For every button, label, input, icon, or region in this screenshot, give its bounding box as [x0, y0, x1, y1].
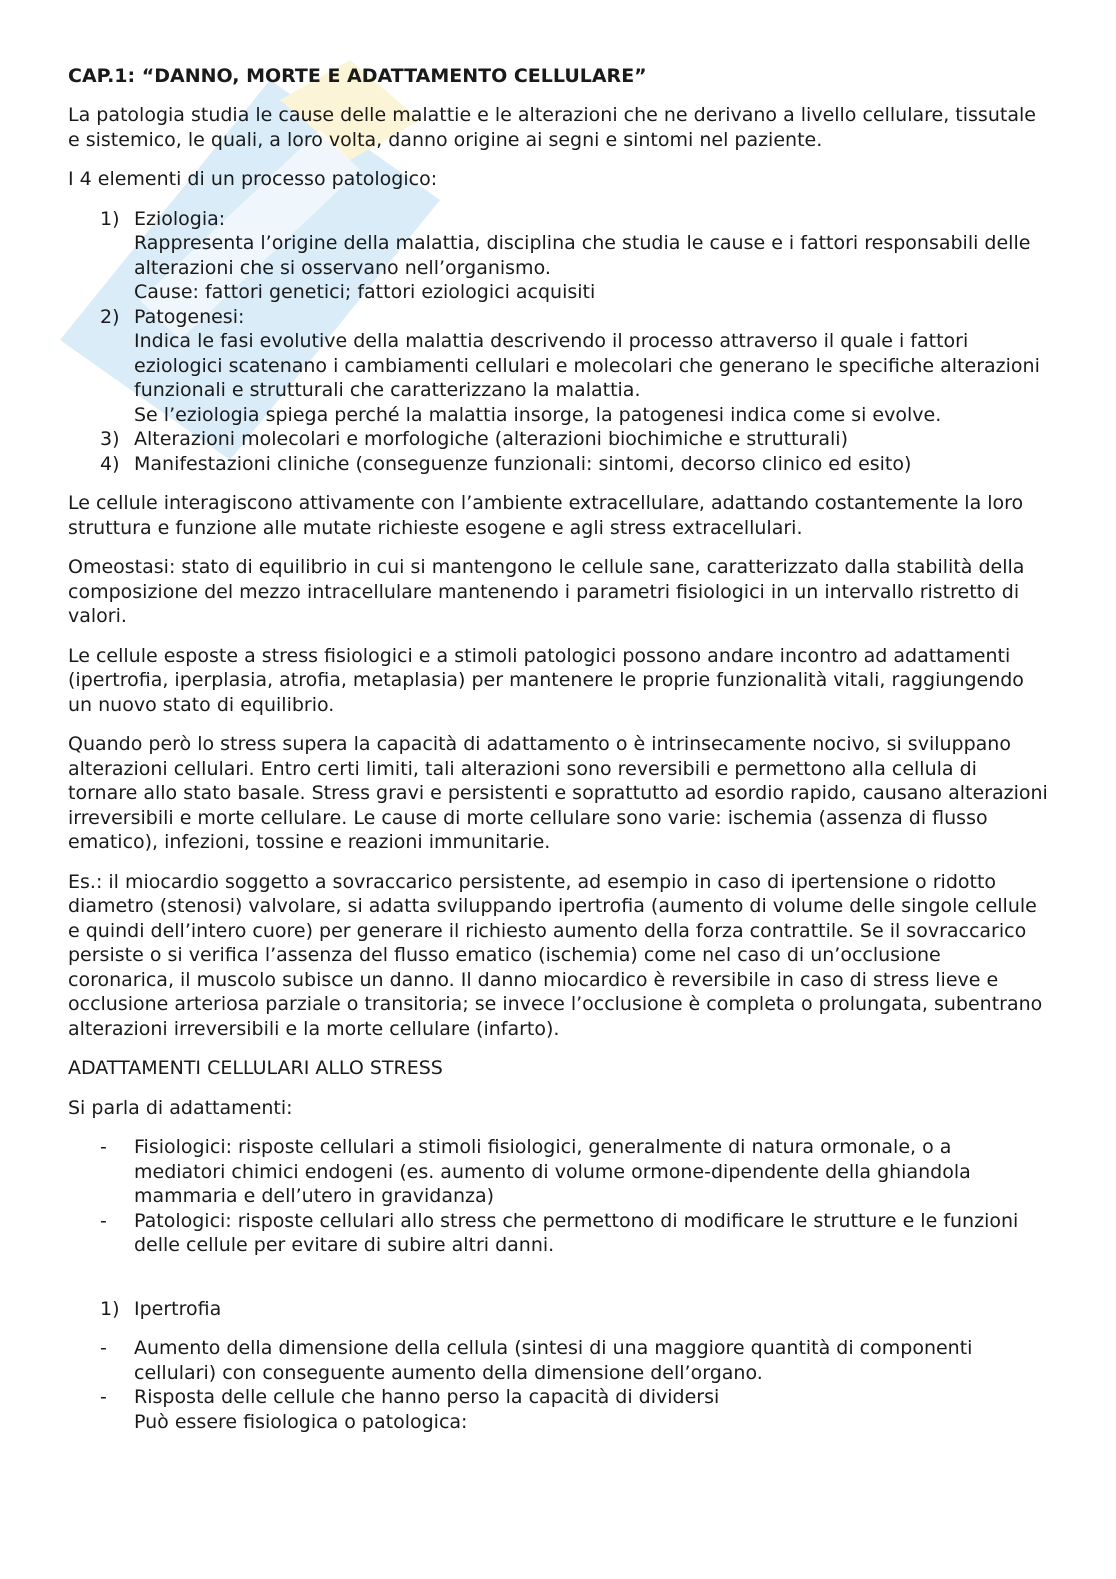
- hypertrophy-list: [68, 1297, 1048, 1322]
- list-item: [68, 1336, 1048, 1385]
- list-item-text: Aumento della dimensione della cellula (sintesi di una maggiore quantità di componenti cellulari) con conseguente aumento della dimensione dell’organo.: [134, 1337, 973, 1384]
- body-paragraph: Quando però lo stress supera la capacità di adattamento o è intrinsecamente nocivo, si sviluppano alterazioni cellulari. Entro certi limiti, tali alterazioni sono reversibili e permettono alla cellula di tornare allo stato basale. Stress gravi e persistenti e soprattutto ad esordio rapido, causano alterazioni irreversibili e morte cellulare. Le cause di morte cellulare sono varie: ischemia (assenza di flusso ematico), infezioni, tossine e reazioni immunitarie.: [68, 733, 1048, 853]
- body-paragraph: Es.: il miocardio soggetto a sovraccarico persistente, ad esempio in caso di ipertensione o ridotto diametro (stenosi) valvolare, si adatta sviluppando ipertrofia (aumento di volume delle singole cellule e quindi dell’intero cuore) per generare il richiesto aumento della forza contrattile. Se il sovraccarico persiste o si verifica l’assenza del flusso ematico (ischemia) come nel caso di un’occlusione coronarica, il muscolo subisce un danno. Il danno miocardico è reversibile in caso di stress lieve e occlusione arteriosa parziale o transitoria; se invece l’occlusione è completa o prolungata, subentrano alterazioni irreversibili e la morte cellulare (infarto).: [68, 870, 1043, 1040]
- list-item: [68, 207, 1048, 305]
- list-item-text: Cause: fattori genetici; fattori eziologici acquisiti: [134, 281, 596, 303]
- list-item-text: Fisiologici: risposte cellulari a stimoli fisiologici, generalmente di natura ormonale, o a mediatori chimici endogeni (es. aumento di volume ormone-dipendente della ghiandola mammaria e dell’utero in gravidanza): [134, 1136, 971, 1207]
- list-item-text: Indica le fasi evolutive della malattia descrivendo il processo attraverso il quale i fattori eziologici scatenano i cambiamenti cellulari e molecolari che generano le specifiche alterazioni funzionali e strutturali che caratterizzano la malattia.: [134, 330, 1040, 401]
- document-page: [68, 64, 1048, 1449]
- list-item-title: Manifestazioni cliniche (conseguenze funzionali: sintomi, decorso clinico ed esito): [134, 452, 912, 475]
- list-item: [68, 1135, 1048, 1209]
- list-marker: 1): [100, 1297, 120, 1320]
- list-item-text: Patologici: risposte cellulari allo stress che permettono di modificare le strutture e le funzioni delle cellule per evitare di subire altri danni.: [134, 1209, 1019, 1256]
- list-marker: -: [100, 1209, 107, 1232]
- list-item-text: Rappresenta l’origine della malattia, disciplina che studia le cause e i fattori responsabili delle alterazioni che si osservano nell’organismo.: [134, 232, 1031, 279]
- intro-paragraph: La patologia studia le cause delle malattie e le alterazioni che ne derivano a livello cellulare, tissutale e sistemico, le quali, a loro volta, danno origine ai segni e sintomi nel paziente.: [68, 104, 1036, 151]
- list-item-text: Può essere fisiologica o patologica:: [134, 1410, 468, 1433]
- list-item-text: Risposta delle cellule che hanno perso la capacità di dividersi: [134, 1386, 720, 1408]
- hypertrophy-points: [68, 1336, 1048, 1434]
- list-item: [68, 427, 1048, 452]
- section-heading: ADATTAMENTI CELLULARI ALLO STRESS: [68, 1057, 443, 1079]
- list-marker: 2): [100, 305, 120, 328]
- list-item: [68, 1297, 1048, 1322]
- list-item-title: Alterazioni molecolari e morfologiche (alterazioni biochimiche e strutturali): [134, 428, 848, 450]
- list-marker: -: [100, 1337, 107, 1359]
- adaptations-list: [68, 1135, 1048, 1258]
- elements-heading: I 4 elementi di un processo patologico:: [68, 168, 438, 190]
- list-marker: -: [100, 1386, 107, 1408]
- list-item: [68, 1385, 1048, 1434]
- page-title: CAP.1: “DANNO, MORTE E ADATTAMENTO CELLULARE”: [68, 65, 647, 87]
- adapt-intro: Si parla di adattamenti:: [68, 1096, 293, 1119]
- list-item-text: Se l’eziologia spiega perché la malattia insorge, la patogenesi indica come si evolve.: [134, 403, 942, 426]
- body-paragraph: Omeostasi: stato di equilibrio in cui si mantengono le cellule sane, caratterizzato dalla stabilità della composizione del mezzo intracellulare mantenendo i parametri fisiologici in un intervallo ristretto di valori.: [68, 556, 1025, 627]
- elements-list: [68, 207, 1048, 477]
- body-paragraph: Le cellule esposte a stress fisiologici e a stimoli patologici possono andare incontro ad adattamenti (ipertrofia, iperplasia, atrofia, metaplasia) per mantenere le proprie funzionalità vitali, raggiungendo un nuovo stato di equilibrio.: [68, 644, 1024, 716]
- body-paragraph: Le cellule interagiscono attivamente con l’ambiente extracellulare, adattando costantemente la loro struttura e funzione alle mutate richieste esogene e agli stress extracellulari.: [68, 492, 1024, 539]
- list-item-title: Eziologia:: [134, 207, 226, 230]
- spacer: [68, 1273, 1048, 1297]
- list-item-title: Patogenesi:: [134, 305, 245, 328]
- list-marker: 3): [100, 428, 120, 450]
- list-item: [68, 1209, 1048, 1258]
- list-item: [68, 305, 1048, 428]
- list-item-title: Ipertrofia: [134, 1297, 222, 1320]
- list-marker: -: [100, 1136, 107, 1158]
- list-marker: 4): [100, 452, 120, 475]
- list-marker: 1): [100, 207, 120, 230]
- list-item: [68, 452, 1048, 477]
